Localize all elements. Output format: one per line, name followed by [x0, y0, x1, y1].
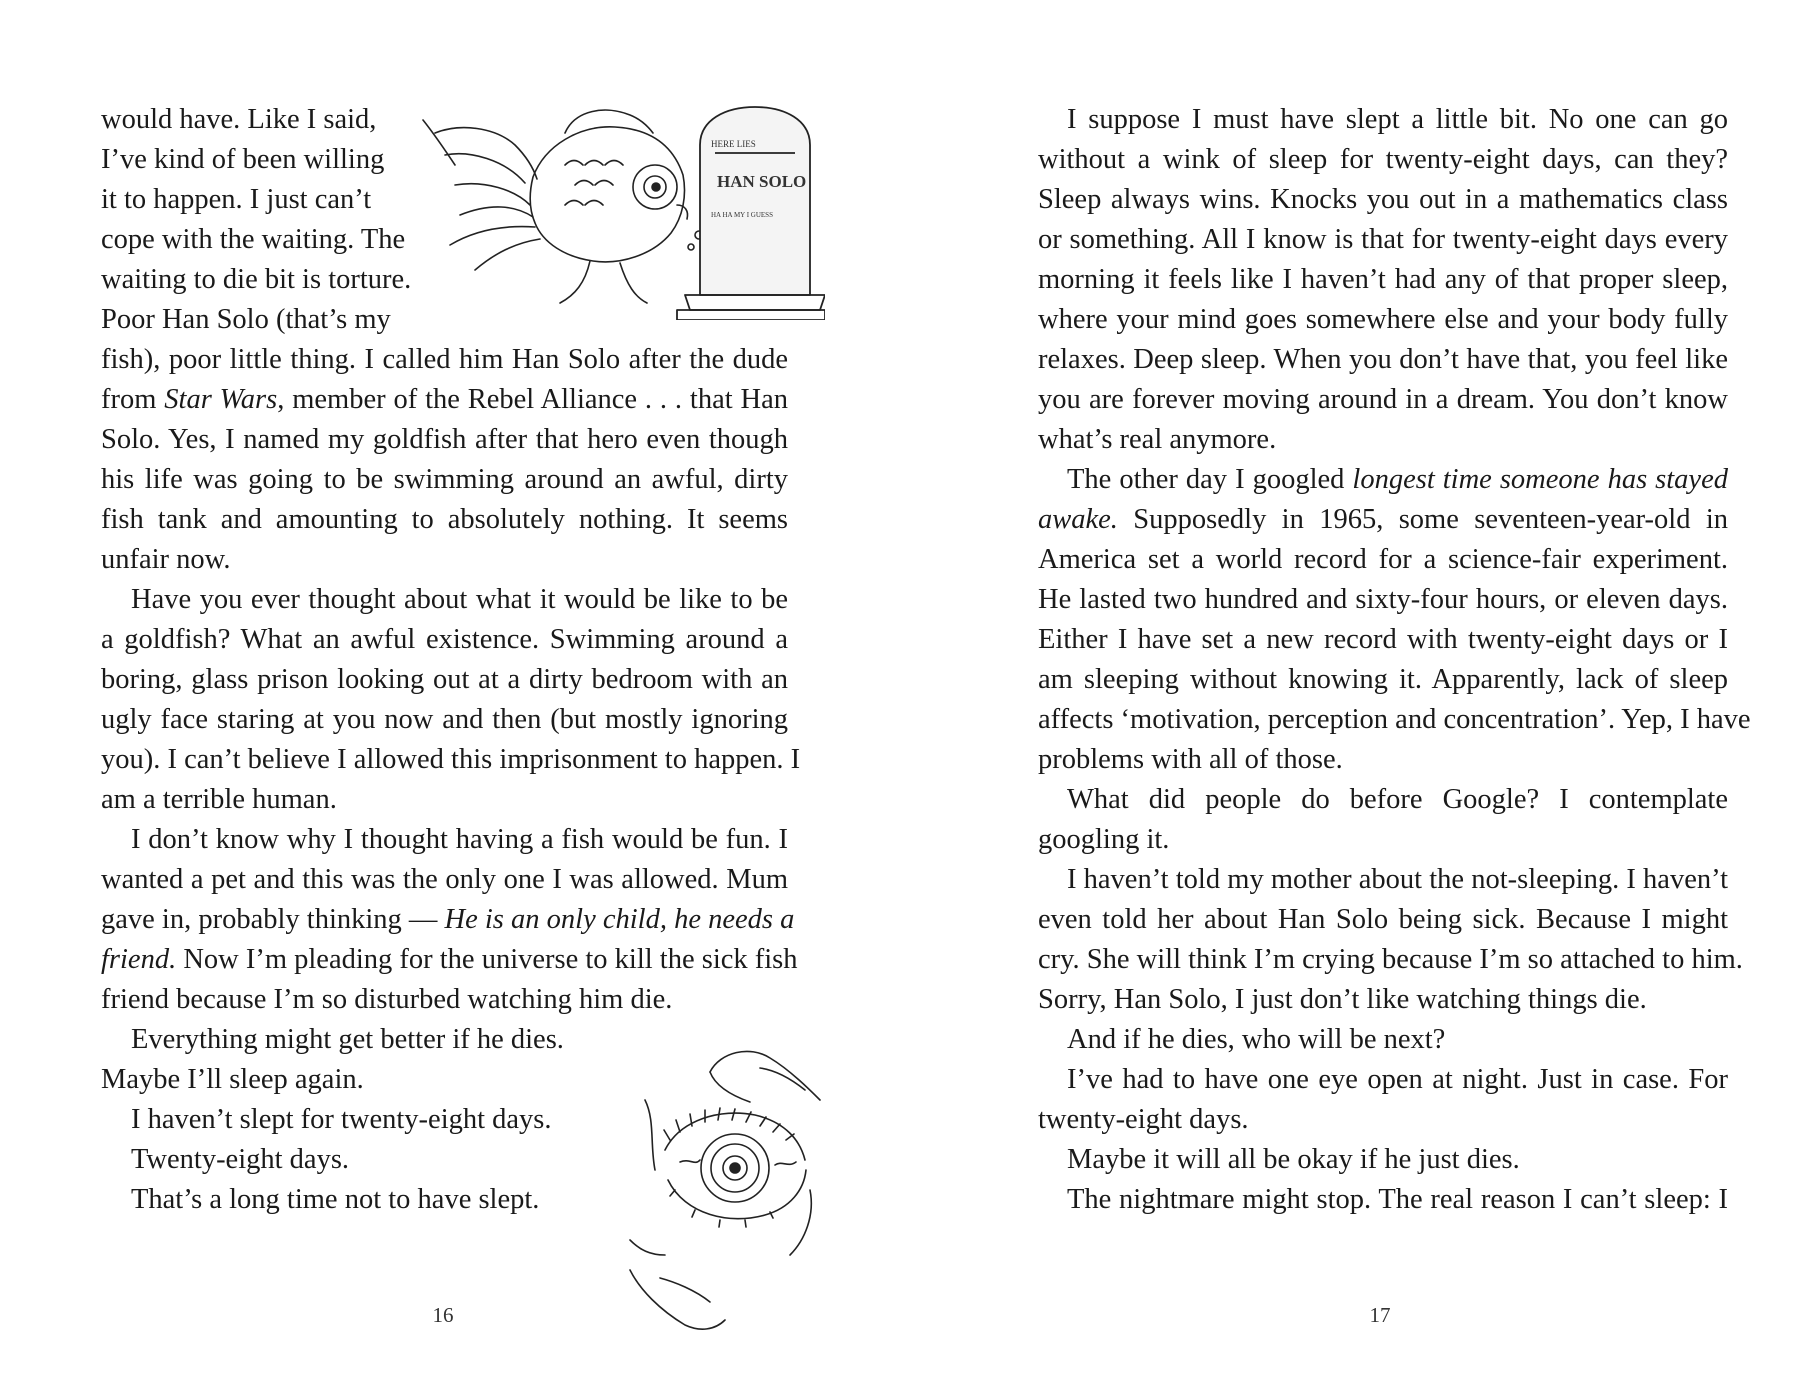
text-line: googling it. [1038, 824, 1170, 855]
text-line: wanted a pet and this was the only one I was allowed. Mum [101, 864, 788, 895]
text-line: even told her about Han Solo being sick. Because I might [1038, 904, 1728, 935]
text-line: relaxes. Deep sleep. When you don’t have that, you feel like [1038, 344, 1728, 375]
book-title-emphasis: Star Wars [164, 384, 278, 415]
text-line-only-child [101, 900, 795, 940]
tombstone-caption: HERE LIES [711, 139, 756, 149]
text-line: it to happen. I just can’t [101, 184, 372, 215]
text-segment: The other day I googled [1067, 464, 1353, 495]
text-line: twenty-eight days. [1038, 1104, 1249, 1135]
text-line: Sorry, Han Solo, I just don’t like watching things die. [1038, 984, 1647, 1015]
text-line: waiting to die bit is torture. [101, 264, 412, 295]
text-line: fish), poor little thing. I called him Han Solo after the dude [101, 344, 788, 375]
text-line: what’s real anymore. [1038, 424, 1277, 455]
paragraph-first-line: What did people do before Google? I contemplate [1067, 784, 1728, 815]
paragraph-first-line: I don’t know why I thought having a fish would be fun. I [131, 824, 788, 855]
text-line: Maybe I’ll sleep again. [101, 1064, 364, 1095]
search-query-emphasis: awake. [1038, 504, 1118, 535]
text-segment: Now I’m pleading for the universe to kill the sick fish [176, 944, 798, 975]
text-line: friend because I’m so disturbed watching him die. [101, 984, 673, 1015]
text-line: morning it feels like I haven’t had any of that proper sleep, [1038, 264, 1728, 295]
text-line-awake [1038, 500, 1728, 540]
text-line-star-wars [101, 380, 788, 420]
text-line: cope with the waiting. The [101, 224, 406, 255]
text-segment: Supposedly in 1965, some seventeen-year-old in [1117, 504, 1728, 535]
right-page [904, 0, 1808, 1381]
text-line: unfair now. [101, 544, 231, 575]
search-query-emphasis: longest time someone has stayed [1352, 464, 1728, 495]
paragraph-first-line: Have you ever thought about what it would be like to be [131, 584, 788, 615]
paragraph-first-line: I’ve had to have one eye open at night. Just in case. For [1067, 1064, 1728, 1095]
text-segment: from [101, 384, 165, 415]
text-line: I’ve kind of been willing [101, 144, 385, 175]
page-number: 16 [432, 1303, 454, 1327]
text-line: boring, glass prison looking out at a dirty bedroom with an [101, 664, 788, 695]
goldfish-tombstone-illustration [415, 105, 825, 320]
text-line: without a wink of sleep for twenty-eight days, can they? [1038, 144, 1728, 175]
paragraph-first-line: That’s a long time not to have slept. [131, 1184, 540, 1215]
paragraph-first-line: I haven’t slept for twenty-eight days. [131, 1104, 552, 1135]
text-line: fish tank and amounting to absolutely nothing. It seems [101, 504, 788, 535]
paragraph-first-line: The nightmare might stop. The real reason I can’t sleep: I [1067, 1184, 1728, 1215]
text-line: ugly face staring at you now and then (but mostly ignoring [101, 704, 788, 735]
text-line: He lasted two hundred and sixty-four hours, or eleven days. [1038, 584, 1728, 615]
text-line: Poor Han Solo (that’s my [101, 304, 391, 335]
text-line: Solo. Yes, I named my goldfish after that hero even though [101, 424, 788, 455]
text-line: his life was going to be swimming around an awful, dirty [101, 464, 788, 495]
paragraph-first-line: Everything might get better if he dies. [131, 1024, 564, 1055]
eye-illustration [600, 1040, 840, 1340]
text-line: would have. Like I said, [101, 104, 377, 135]
text-line: problems with all of those. [1038, 744, 1343, 775]
paragraph-first-line: And if he dies, who will be next? [1067, 1024, 1446, 1055]
thought-emphasis: friend. [101, 944, 177, 975]
thought-emphasis: He is an only child, he needs a [444, 904, 795, 935]
text-line: or something. All I know is that for twenty-eight days every [1038, 224, 1728, 255]
text-line: where your mind goes somewhere else and your body fully [1038, 304, 1728, 335]
text-line: cry. She will think I’m crying because I’m so attached to him. [1038, 944, 1743, 975]
text-line-friend [101, 940, 798, 980]
text-line: you). I can’t believe I allowed this imprisonment to happen. I [101, 744, 801, 775]
paragraph-first-line: I suppose I must have slept a little bit. No one can go [1067, 104, 1728, 135]
text-line: am sleeping without knowing it. Apparently, lack of sleep [1038, 664, 1728, 695]
text-line: you are forever moving around in a dream. You don’t know [1038, 384, 1728, 415]
text-segment: gave in, probably thinking — [101, 904, 445, 935]
text-line: a goldfish? What an awful existence. Swimming around a [101, 624, 788, 655]
page-number: 17 [1369, 1303, 1391, 1327]
text-segment: , member of the Rebel Alliance . . . that Han [277, 384, 788, 415]
text-line: am a terrible human. [101, 784, 337, 815]
text-line: America set a world record for a science-fair experiment. [1038, 544, 1728, 575]
eye-icon [600, 1040, 840, 1340]
goldfish-icon [415, 105, 825, 320]
text-line-googled [1067, 460, 1728, 500]
text-line: Sleep always wins. Knocks you out in a mathematics class [1038, 184, 1728, 215]
paragraph-first-line: I haven’t told my mother about the not-sleeping. I haven’t [1067, 864, 1728, 895]
tombstone-name: HAN SOLO [717, 172, 807, 191]
text-line: Either I have set a new record with twenty-eight days or I [1038, 624, 1728, 655]
paragraph-first-line: Twenty-eight days. [131, 1144, 350, 1175]
tombstone-epitaph: HA HA MY I GUESS [711, 211, 773, 219]
paragraph-first-line: Maybe it will all be okay if he just dies. [1067, 1144, 1520, 1175]
text-line: affects ‘motivation, perception and concentration’. Yep, I have [1038, 704, 1751, 735]
